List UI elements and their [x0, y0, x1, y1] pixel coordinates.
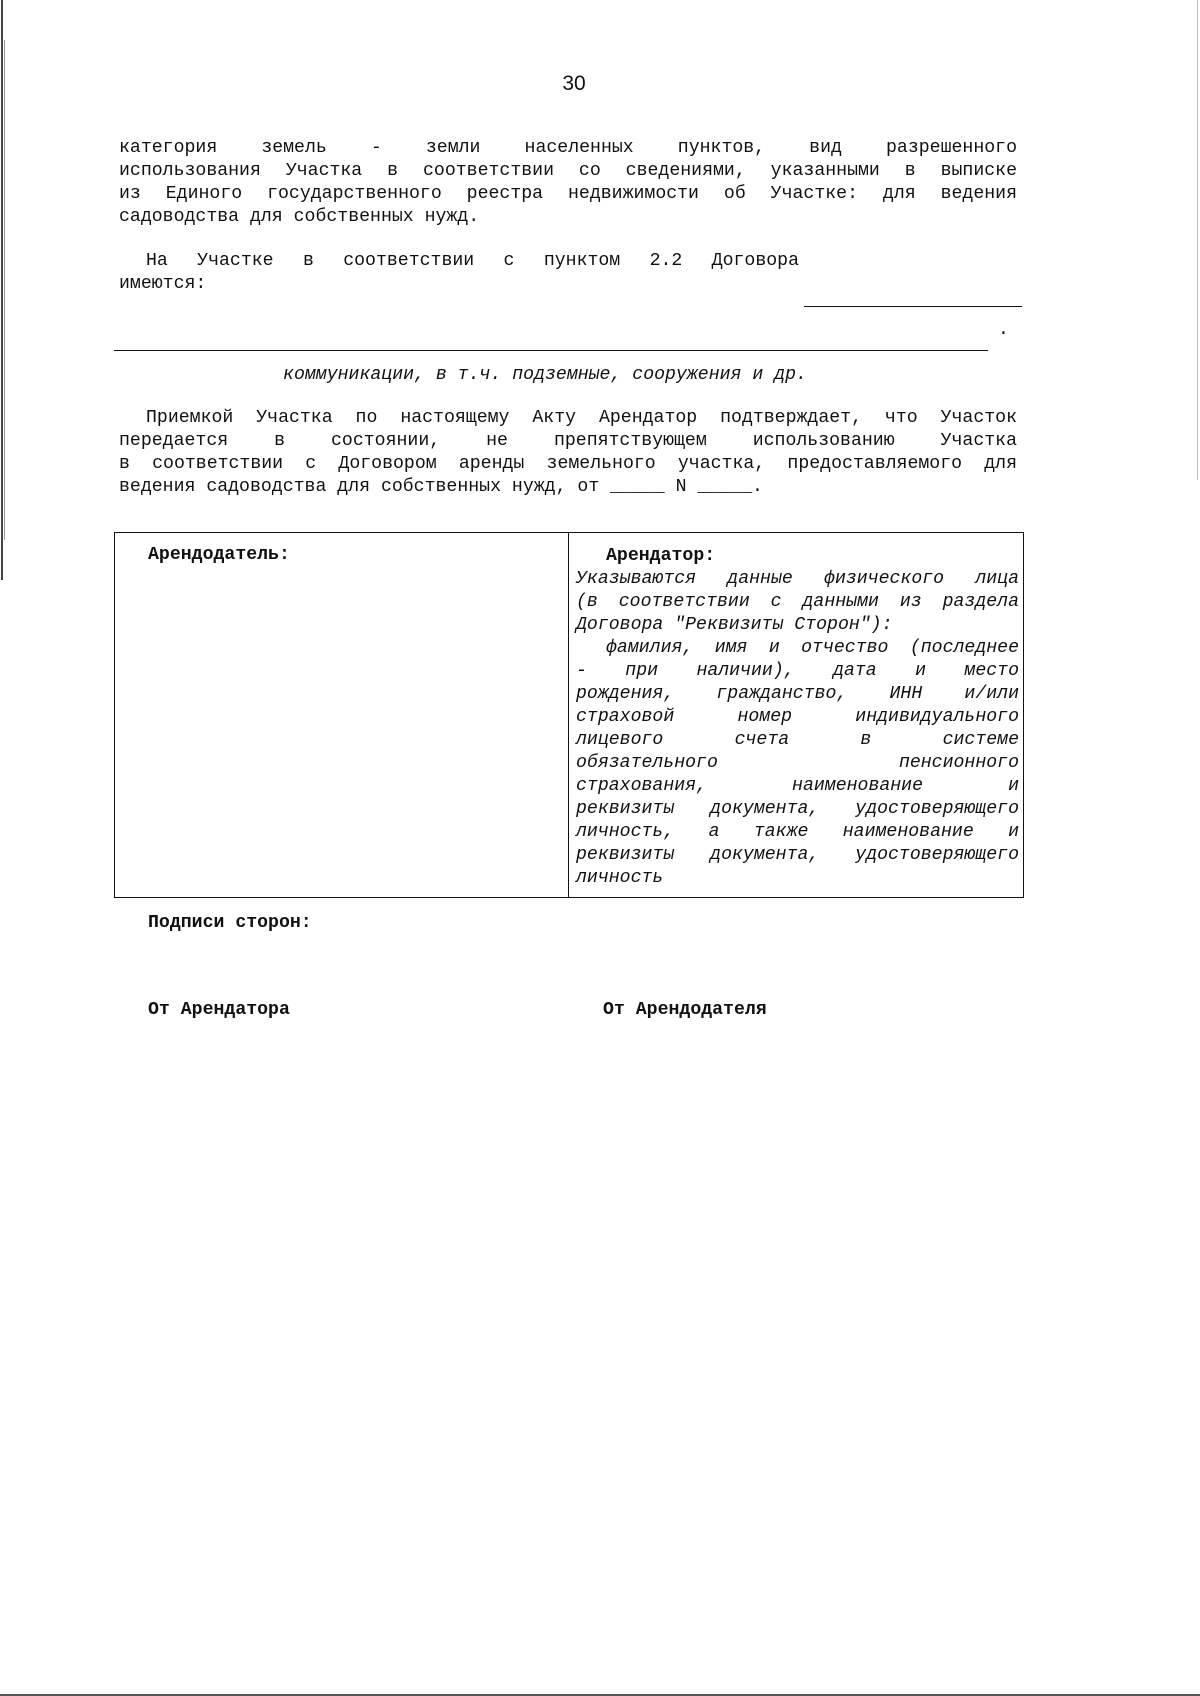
from-lessee-signature-label: От Арендатора: [148, 1000, 290, 1020]
paragraph-line: Приемкой Участка по настоящему Акту Арендатор подтверждает, что Участок: [146, 408, 1017, 428]
parties-table: [114, 532, 1024, 898]
lessee-detail-line: личность, а также наименование и: [576, 822, 1019, 842]
paragraph-line: передается в состоянии, не препятствующем использованию Участка: [119, 431, 1017, 451]
fill-in-blank-line: [114, 350, 988, 351]
scan-edge-right: [1197, 0, 1198, 480]
paragraph-line: категория земель - земли населенных пунктов, вид разрешенного: [119, 138, 1017, 158]
facilities-intro-line-2: имеются:: [119, 274, 207, 294]
lessee-detail-line: (в соответствии с данными из раздела: [576, 592, 1019, 612]
lessee-detail-line: обязательного пенсионного: [576, 753, 1019, 773]
from-lessor-signature-label: От Арендодателя: [603, 1000, 767, 1020]
lessee-detail-line: реквизиты документа, удостоверяющего: [576, 845, 1019, 865]
lessee-detail-line: рождения, гражданство, ИНН и/или: [576, 684, 1019, 704]
lessee-detail-line: лицевого счета в системе: [576, 730, 1019, 750]
lessee-detail-line: Договора "Реквизиты Сторон"):: [576, 615, 893, 635]
signatures-label: Подписи сторон:: [148, 913, 312, 933]
lessee-detail-line: страховой номер индивидуального: [576, 707, 1019, 727]
table-column-divider: [568, 533, 569, 897]
paragraph-line: использования Участка в соответствии со сведениями, указанными в выписке: [119, 161, 1017, 181]
lessee-detail-line: фамилия, имя и отчество (последнее: [606, 638, 1019, 658]
lessee-detail-line: личность: [576, 868, 664, 888]
lessor-heading: Арендодатель:: [148, 545, 290, 565]
lessee-heading: Арендатор:: [606, 546, 716, 566]
lessee-detail-line: - при наличии), дата и место: [576, 661, 1019, 681]
page-number: 30: [562, 72, 586, 95]
facilities-intro-line: На Участке в соответствии с пунктом 2.2 Договора: [146, 251, 799, 271]
paragraph-line: ведения садоводства для собственных нужд, от _____ N _____.: [119, 477, 763, 497]
paragraph-line: садоводства для собственных нужд.: [119, 207, 480, 227]
fill-in-blank-dot: .: [998, 320, 1009, 340]
lessee-details: [576, 568, 1019, 890]
land-category-paragraph: [119, 137, 1017, 229]
paragraph-line: в соответствии с Договором аренды земельного участка, предоставляемого для: [119, 454, 1017, 474]
lessee-detail-line: реквизиты документа, удостоверяющего: [576, 799, 1019, 819]
acceptance-paragraph: [119, 407, 1017, 499]
blank-caption: коммуникации, в т.ч. подземные, сооружения и др.: [283, 365, 807, 385]
lessee-detail-line: Указываются данные физического лица: [576, 569, 1019, 589]
paragraph-line: из Единого государственного реестра недвижимости об Участке: для ведения: [119, 184, 1017, 204]
scan-edge-left-inner: [4, 40, 5, 540]
lessee-cell: [576, 545, 1019, 890]
fill-in-blank-line: [804, 306, 1022, 307]
lessee-detail-line: страхования, наименование и: [576, 776, 1019, 796]
